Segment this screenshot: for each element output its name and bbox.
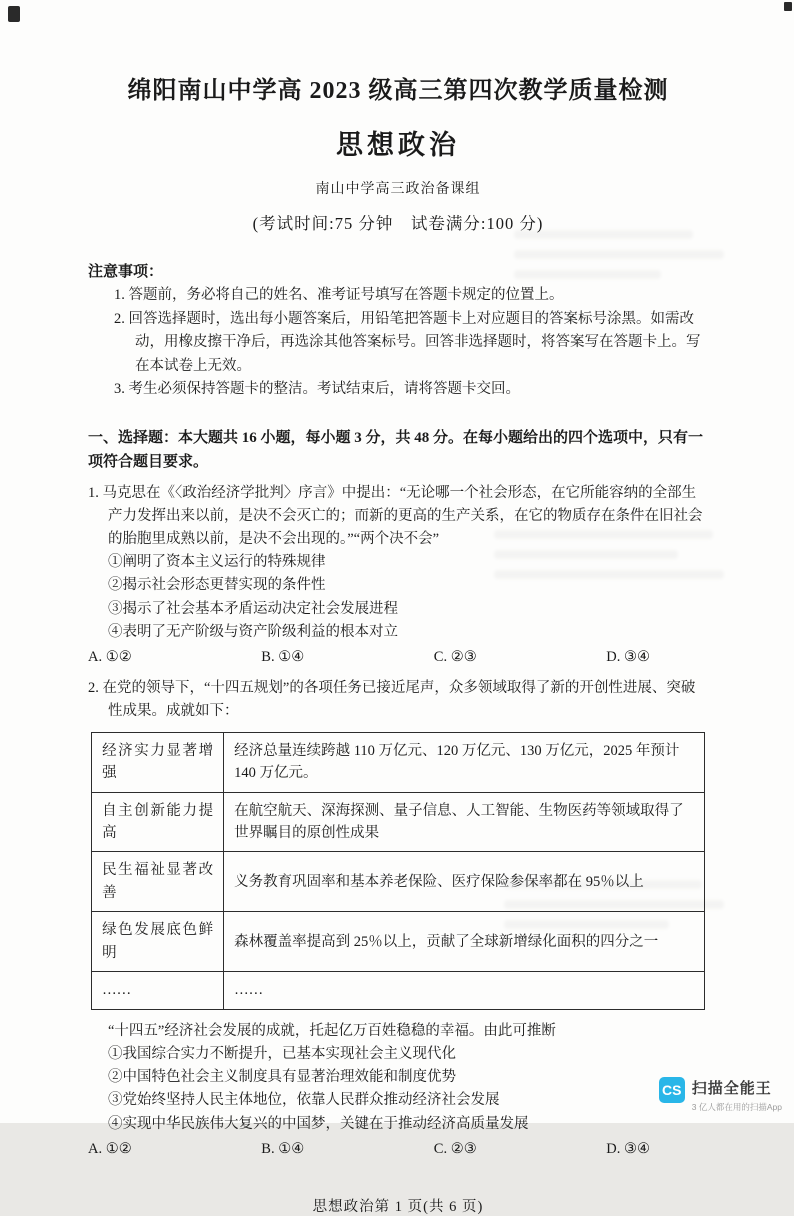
question-1 [88,482,708,670]
table-row [92,732,705,792]
table-row [92,912,705,972]
notice-item: 1. 答题前，务必将自己的姓名、准考证号填写在答题卡规定的位置上。 [114,287,564,304]
question-1-option-2: ②揭示社会形态更替实现的条件性 [108,577,326,594]
table-cell-content: 义务教育巩固率和基本养老保险、医疗保险参保率都在 95％以上 [224,852,705,912]
question-2-stem: 2. 在党的领导下，“十四五规划”的各项任务已接近尾声，众多领域取得了新的开创性进展、突破性成果。成就如下： [88,680,696,720]
notice-item: 3. 考生必须保持答题卡的整洁。考试结束后，请将答题卡交回。 [114,381,520,398]
notice-heading: 注意事项： [88,264,164,280]
question-2-conclusion: “十四五”经济社会发展的成就，托起亿万百姓稳稳的幸福。由此可推断 [108,1022,556,1039]
question-2-option-3: ③党始终坚持人民主体地位，依靠人民群众推动经济社会发展 [108,1092,500,1109]
question-1-option-1: ①阐明了资本主义运行的特殊规律 [108,554,326,571]
table-row [92,972,705,1009]
table-row [92,852,705,912]
question-2-choice-b: B. ①④ [261,1140,305,1157]
question-2 [88,677,708,1161]
table-cell-label: 绿色发展底色鲜明 [92,912,224,972]
achievements-table [91,732,705,1010]
question-1-choice-b: B. ①④ [261,649,305,666]
camscanner-name: 扫描全能王 [691,1080,772,1097]
table-cell-content: 在航空航天、深海探测、量子信息、人工智能、生物医药等领域取得了世界瞩目的原创性成果 [224,792,705,852]
table-row [92,792,705,852]
subject-title: 思想政治 [336,130,460,160]
question-1-choice-c: C. ②③ [433,649,477,666]
table-cell-content: 森林覆盖率提高到 25％以上，贡献了全球新增绿化面积的四分之一 [224,912,705,972]
table-cell-content: …… [224,972,705,1009]
question-1-choice-a: A. ①② [88,649,132,666]
question-2-option-2: ②中国特色社会主义制度具有显著治理效能和制度优势 [108,1069,456,1086]
prep-group: 南山中学高三政治备课组 [315,182,481,197]
table-cell-label: 经济实力显著增强 [92,732,224,792]
question-2-option-4: ④实现中华民族伟大复兴的中国梦，关键在于推动经济高质量发展 [108,1115,529,1132]
question-1-option-3: ③揭示了社会基本矛盾运动决定社会发展进程 [108,600,398,617]
question-1-choice-d: D. ③④ [606,649,650,666]
question-2-option-1: ①我国综合实力不断提升，已基本实现社会主义现代化 [108,1046,456,1062]
exam-time-score: (考试时间:75 分钟 试卷满分:100 分) [252,214,544,233]
question-2-choice-a: A. ①② [88,1140,132,1157]
question-1-option-4: ④表明了无产阶级与资产阶级利益的根本对立 [108,623,398,640]
table-cell-label: 民生福祉显著改善 [92,852,224,912]
question-1-stem: 1. 马克思在《〈政治经济学批判〉序言》中提出：“无论哪一个社会形态，在它所能容纳的全部生产力发挥出来以前，是决不会灭亡的；而新的更高的生产关系，在它的物质存在条件在旧社会的胎胞里成熟以前，是决不会出现的。”“两个决不会” [88,484,703,548]
camscanner-tagline: 3 亿人都在用的扫描App [691,1102,782,1112]
table-cell-label: 自主创新能力提高 [92,792,224,852]
question-2-choice-d: D. ③④ [606,1140,650,1157]
exam-title: 绵阳南山中学高 2023 级高三第四次教学质量检测 [127,78,669,104]
question-2-choice-c: C. ②③ [433,1140,477,1157]
section-1-heading: 一、选择题：本大题共 16 小题，每小题 3 分，共 48 分。在每小题给出的四个选项中，只有一项符合题目要求。 [88,429,704,470]
camscanner-watermark [659,1077,782,1113]
notice-item: 2. 回答选择题时，选出每小题答案后，用铅笔把答题卡上对应题目的答案标号涂黑。如需改动，用橡皮擦干净后，再选涂其他答案标号。回答非选择题时，将答案写在答题卡上。写在本试卷上无效。 [114,310,701,374]
camscanner-logo-icon: CS [659,1077,685,1103]
page-number-footer: 思想政治第 1 页(共 6 页) [312,1198,484,1215]
notice-section [88,260,708,402]
table-cell-content: 经济总量连续跨越 110 万亿元、120 万亿元、130 万亿元，2025 年预计 140 万亿元。 [224,732,705,792]
table-cell-label: …… [92,972,224,1009]
